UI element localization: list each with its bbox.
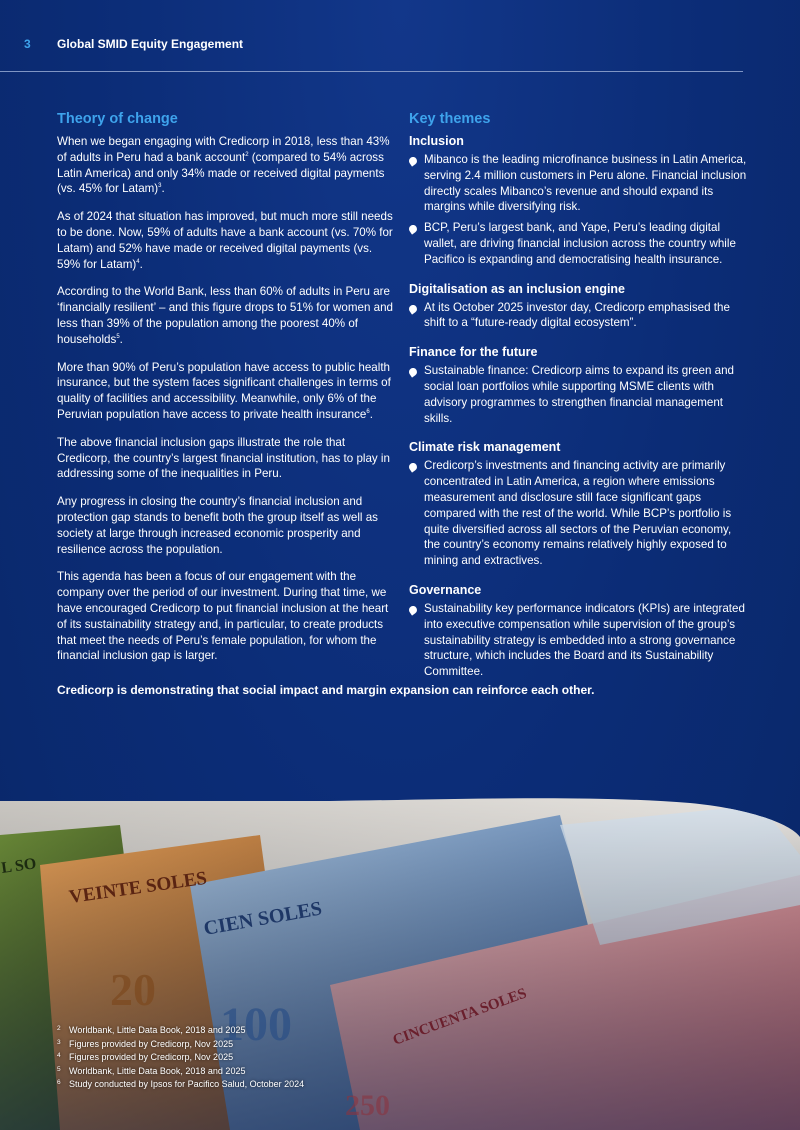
footnote-ref: 6 xyxy=(366,409,370,416)
footnote: 3 Figures provided by Credicorp, Nov 2025 xyxy=(57,1038,234,1049)
bullet-list xyxy=(409,601,749,680)
footnote-ref: 5 xyxy=(116,333,120,340)
theme-title: Governance xyxy=(409,582,482,597)
bullet-icon xyxy=(407,224,418,235)
footnote: 5 Worldbank, Little Data Book, 2018 and 2025 xyxy=(57,1065,246,1076)
note-label: 250 xyxy=(345,1089,390,1122)
bullet-list xyxy=(409,363,749,426)
bullet-icon xyxy=(407,303,418,314)
document-title: Global SMID Equity Engagement xyxy=(57,37,244,51)
note-label: 20 xyxy=(110,964,156,1015)
note-label: 100 xyxy=(220,998,292,1051)
list-item: Credicorp’s investments and financing activity are primarily concentrated in Latin America, a region where emissions measurement and disclosure still face significant gaps compared with the rest of the world. While BCP’s portfolio is quite diversified across all sectors of the Peruvian economy, the country’s economy remains relatively highly exposed to mining and extractives. xyxy=(409,458,749,569)
page-number: 3 xyxy=(24,37,31,51)
list-item: Sustainable finance: Credicorp aims to expand its green and social loan portfolios while supporting MSME clients with advisory programmes to strengthen financial management skills. xyxy=(409,363,749,426)
theme-title: Inclusion xyxy=(409,134,464,148)
theme-title: Finance for the future xyxy=(409,345,538,360)
theme-climate-risk xyxy=(409,440,749,569)
footnote: 4 Figures provided by Credicorp, Nov 2025 xyxy=(57,1052,234,1063)
note-label: CINCUENTA SOLES xyxy=(390,985,529,1049)
list-item: At its October 2025 investor day, Credicorp emphasised the shift to a “future-ready digital ecosystem”. xyxy=(409,300,749,332)
theory-paragraph-6: Any progress in closing the country’s financial inclusion and protection gap stands to benefit both the group itself as well as society at large through increased economic prosperity and resilience across the population. xyxy=(57,495,378,556)
theme-title: Digitalisation as an inclusion engine xyxy=(409,281,626,296)
theory-paragraph-5: The above financial inclusion gaps illustrate the role that Credicorp, the country’s largest financial institution, has to play in addressing some of the inequalities in Peru. xyxy=(57,435,390,481)
key-themes-section xyxy=(409,111,749,694)
bullet-icon xyxy=(407,155,418,166)
theory-paragraph-4: More than 90% of Peru’s population have access to public health insurance, but the system faces significant challenges in terms of quality of facilities and accessibility. Meanwhile, only 6% of the Peruvian population have access to private health insurance$^6$. xyxy=(57,360,391,421)
list-item: Sustainability key performance indicators (KPIs) are integrated into executive compensation while supervision of the group’s sustainability strategy is embedded into a strong governance structure, which includes the Board and its Sustainability Committee. xyxy=(409,601,749,680)
theme-inclusion xyxy=(409,134,749,268)
theory-paragraph-7: This agenda has been a focus of our engagement with the company over the period of our investment. During that time, we have encouraged Credicorp to put financial inclusion at the heart of its sustainability strategy and, in particular, to create products that meet the needs of Peru’s female population, for whom the financial inclusion gap is larger. xyxy=(57,570,389,663)
theory-paragraph-1: When we began engaging with Credicorp in 2018, less than 43% of adults in Peru had a bank account$^2$ (compared to 54% across Latin America) and only 34% made or received digital payments (vs. 45% for Latam)$^3$. xyxy=(57,135,390,196)
key-takeaway-callout: Credicorp is demonstrating that social impact and margin expansion can reinforce each other. xyxy=(57,683,595,697)
bullet-list xyxy=(409,458,749,569)
footnote-ref: 2 xyxy=(245,151,249,158)
page-header xyxy=(0,0,800,72)
footnote-ref: 4 xyxy=(136,258,140,265)
footnote: 6 Study conducted by Ipsos for Pacifico Salud, October 2024 xyxy=(57,1079,305,1090)
note-label: VEINTE SOLES xyxy=(67,867,209,908)
theme-digitalisation xyxy=(409,282,749,332)
bullet-list xyxy=(409,152,749,268)
theme-governance xyxy=(409,583,749,680)
bullet-icon xyxy=(407,604,418,615)
footnote: 2 Worldbank, Little Data Book, 2018 and 2025 xyxy=(57,1025,246,1035)
note-label: L SO xyxy=(0,855,38,877)
theory-paragraph-2: As of 2024 that situation has improved, but much more still needs to be done. Now, 59% of adults have a bank account (vs. 70% for Latam) and 52% have made or received digital payments (vs. 59% for Latam)$^4$. xyxy=(57,210,393,271)
theme-title: Climate risk management xyxy=(409,440,561,455)
theory-paragraph-3: According to the World Bank, less than 60% of adults in Peru are ‘financially resilient’ – and this figure drops to 51% for women and less than 39% of the population among the poorest 40% of households$^5$. xyxy=(57,285,393,346)
bullet-icon xyxy=(407,367,418,378)
header-divider xyxy=(0,71,743,72)
key-themes-heading: Key themes xyxy=(409,111,491,127)
footnotes xyxy=(57,1024,377,1092)
list-item: Mibanco is the leading microfinance business in Latin America, serving 2.4 million customers in Peru alone. Financial inclusion directly scales Mibanco’s revenue and should expand its margins while diversifying risk. xyxy=(409,152,749,215)
bullet-icon xyxy=(407,462,418,473)
list-item: BCP, Peru’s largest bank, and Yape, Peru’s leading digital wallet, are driving financial inclusion across the country while Pacifico is expanding and democratising health insurance. xyxy=(409,220,749,267)
theme-finance-future xyxy=(409,345,749,426)
bullet-list xyxy=(409,300,749,332)
footnote-ref: 3 xyxy=(158,183,162,190)
note-label: CIEN SOLES xyxy=(202,897,324,940)
theory-heading: Theory of change xyxy=(57,111,178,127)
theory-of-change-section xyxy=(57,111,397,676)
